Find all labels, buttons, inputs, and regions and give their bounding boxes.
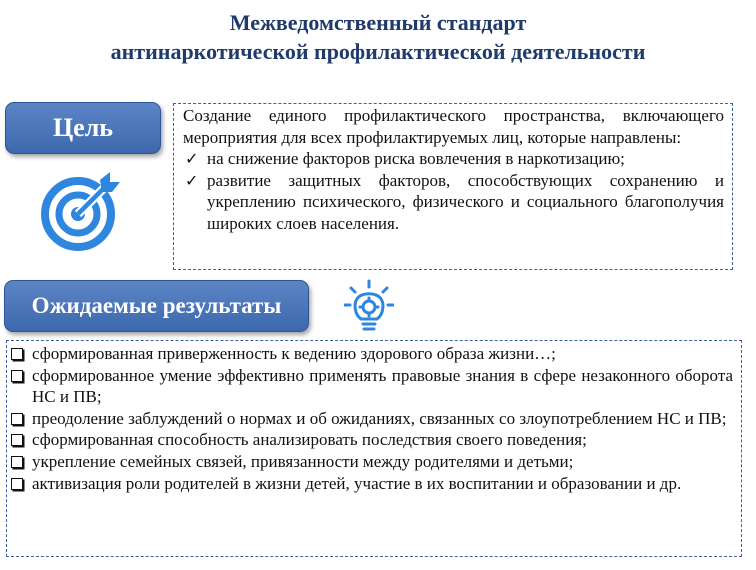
list-item — [11, 473, 733, 495]
title-line-1: Межведомственный стандарт — [229, 10, 527, 35]
goal-description-box — [173, 103, 733, 270]
checkbox-bullet-icon — [11, 456, 23, 468]
results-list — [11, 343, 733, 494]
list-item — [183, 170, 724, 235]
title-line-2: антинаркотической профилактической деятельности — [110, 39, 646, 64]
list-item — [183, 148, 724, 170]
checkbox-bullet-icon — [11, 478, 23, 490]
results-list-box — [6, 340, 742, 557]
target-icon — [38, 172, 124, 252]
results-label-badge — [4, 280, 309, 332]
goal-label: Цель — [52, 113, 114, 142]
checkbox-bullet-icon — [11, 413, 23, 425]
result-item-text: укрепление семейных связей, привязанности между родителями и детьми; — [32, 451, 574, 471]
goal-list — [183, 148, 724, 234]
result-item-text: активизация роли родителей в жизни детей, участие в их воспитании и образовании и др. — [32, 473, 682, 493]
list-item — [11, 343, 733, 365]
result-item-text: сформированная приверженность к ведению здорового образа жизни…; — [32, 344, 556, 363]
lightbulb-gear-icon — [344, 279, 394, 335]
page-title — [0, 8, 756, 66]
checkmark-icon: ✓ — [185, 170, 199, 190]
result-item-text: преодоление заблуждений о нормах и об ожиданиях, связанных со злоупотреблением НС и ПВ; — [32, 408, 727, 428]
goal-item-text: развитие защитных факторов, способствующих сохранению и укреплению психического, физического и социального благополучия широких слоев населения. — [207, 170, 724, 233]
list-item — [11, 365, 733, 408]
checkbox-bullet-icon — [11, 370, 23, 382]
goal-item-text: на снижение факторов риска вовлечения в наркотизацию; — [207, 149, 625, 169]
result-item-text: сформированное умение эффективно применять правовые знания в сфере незаконного оборота НС и ПВ; — [32, 365, 733, 407]
list-item — [11, 408, 733, 430]
results-label: Ожидаемые результаты — [31, 293, 282, 318]
checkmark-icon: ✓ — [185, 149, 199, 169]
checkbox-bullet-icon — [11, 434, 23, 446]
checkbox-bullet-icon — [11, 348, 23, 360]
result-item-text: сформированная способность анализировать последствия своего поведения; — [32, 430, 587, 450]
list-item — [11, 429, 733, 451]
list-item — [11, 451, 733, 473]
goal-label-badge — [5, 102, 161, 154]
goal-intro: Создание единого профилактического пространства, включающего мероприятия для всех профилактируемых лиц, которые направлены: — [183, 106, 724, 147]
